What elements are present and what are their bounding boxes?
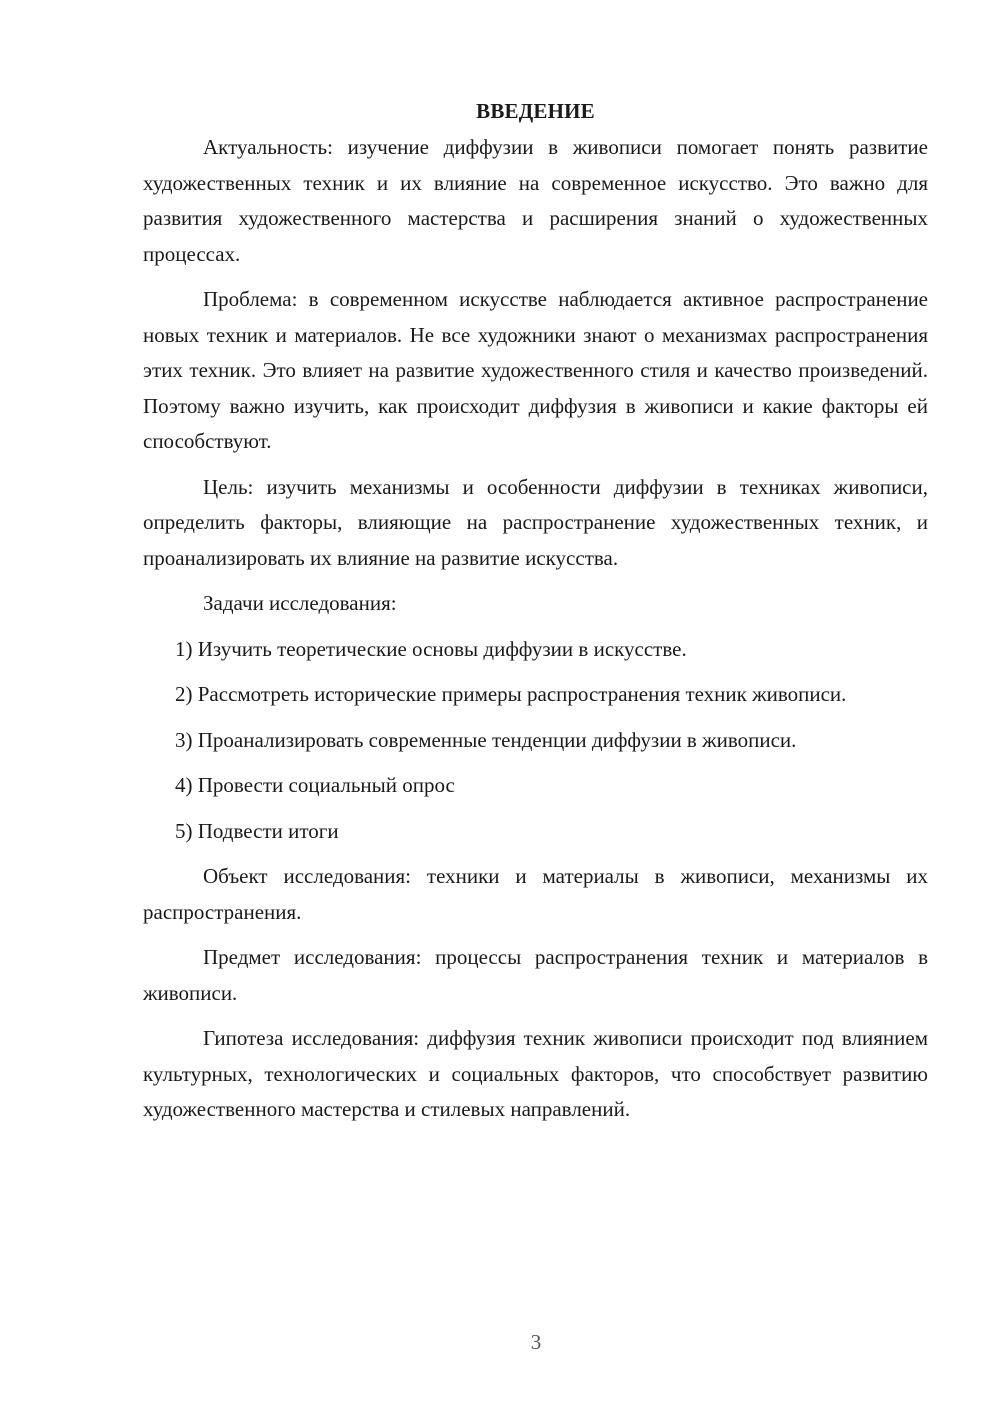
relevance-paragraph: Актуальность: изучение диффузии в живописи помогает понять развитие художественных техник и их влияние на современное искусство. Это важно для развития художественного мастерства и расширения знаний о художественных процессах. (143, 135, 928, 266)
object-paragraph: Объект исследования: техники и материалы в живописи, механизмы их распространения. (143, 864, 928, 924)
goal-paragraph: Цель: изучить механизмы и особенности диффузии в техниках живописи, определить факторы, влияющие на распространение художественных техник, и проанализировать их влияние на развитие искусства. (143, 474, 928, 570)
problem-paragraph: Проблема: в современном искусстве наблюдается активное распространение новых техник и материалов. Не все художники знают о механизмах распространения этих техник. Это влияет на развитие художественного стиля и качество произведений. Поэтому важно изучить, как происходит диффузия в живописи и какие факторы ей способствуют. (143, 287, 928, 453)
task-item-2: 2) Рассмотреть исторические примеры распространения техник живописи. (175, 682, 847, 706)
subject-paragraph: Предмет исследования: процессы распространения техник и материалов в живописи. (143, 945, 928, 1005)
section-title: ВВЕДЕНИЕ (476, 99, 595, 123)
task-item-5: 5) Подвести итоги (175, 818, 339, 843)
page-number: 3 (530, 1330, 542, 1354)
tasks-heading: Задачи исследования: (203, 591, 397, 615)
document-page (143, 96, 928, 1138)
task-item-3: 3) Проанализировать современные тенденции диффузии в живописи. (175, 727, 797, 752)
task-item-1: 1) Изучить теоретические основы диффузии в искусстве. (175, 636, 687, 661)
hypothesis-paragraph: Гипотеза исследования: диффузия техник живописи происходит под влиянием культурных, технологических и социальных факторов, что способствует развитию художественного мастерства и стилевых направлений. (143, 1026, 928, 1121)
task-item-4: 4) Провести социальный опрос (175, 773, 455, 797)
